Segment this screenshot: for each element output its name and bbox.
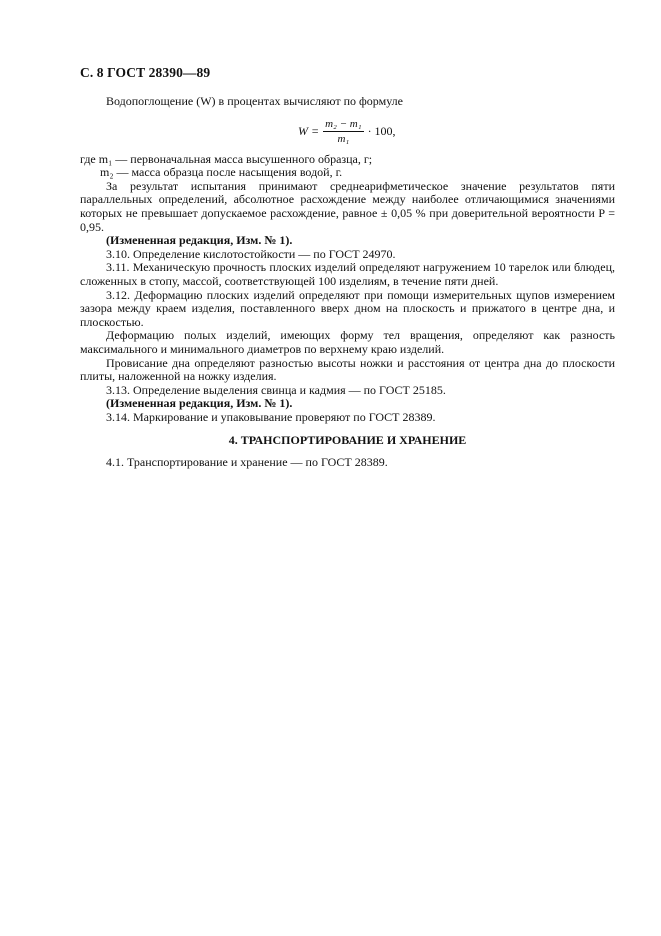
formula-lhs: W = [298,123,320,138]
water-absorption-formula [80,113,615,153]
result-paragraph: За результат испытания принимают среднеарифметическое значение результатов пяти параллельных определений, абсолютное расхождение между наиболее отличающимися значениями которых не превышает допускаемое расхождение, равное ± 0,05 % при доверительной вероятности P = 0,95. [80,178,615,234]
item-3-12: 3.12. Деформацию плоских изделий определяют при помощи измерительных щупов измерением зазора между краем изделия, поставленного вверх дном на плоскость и прижатого в центре дна, и плоскостью. [80,287,615,329]
item-3-10: 3.10. Определение кислотостойкости — по ГОСТ 24970. [106,246,396,261]
formula-denominator: m₁ [337,133,350,146]
where-m1: где m₁ — первоначальная масса высушенного образца, г; [80,151,373,166]
section-4-title: 4. ТРАНСПОРТИРОВАНИЕ И ХРАНЕНИЕ [228,433,467,448]
water-absorption-intro: Водопоглощение (W) в процентах вычисляют по формуле [106,94,403,108]
page-header: С. 8 ГОСТ 28390—89 [80,65,211,80]
formula-tail: · 100, [367,123,396,138]
fraction-bar [323,131,363,132]
item-3-13: 3.13. Определение выделения свинца и кадмия — по ГОСТ 25185. [106,382,446,397]
revision-note-2: (Измененная редакция, Изм. № 1). [106,396,293,411]
item-3-12-sag: Провисание дна определяют разностью высоты ножки и расстояния от центра дна до плоскости плиты, наложенной на ножку изделия. [80,355,615,384]
formula-numerator: m₂ − m₁ [325,118,362,131]
item-3-12-polar: Деформацию полых изделий, имеющих форму тел вращения, определяют как разность максимального и минимального диаметров по верхнему краю изделий. [80,328,615,356]
formula-fraction [323,118,363,145]
item-3-14: 3.14. Маркирование и упаковывание проверяют по ГОСТ 28389. [106,409,436,424]
item-3-11: 3.11. Механическую прочность плоских изделий определяют нагружением 10 тарелок или блюдец, сложенных в стопу, массой, соответствующей 100 изделиям, в течение пяти дней. [80,260,615,288]
item-4-1: 4.1. Транспортирование и хранение — по ГОСТ 28389. [106,455,388,470]
where-m2: m₂ — масса образца после насыщения водой, г. [100,165,343,180]
document-body [80,95,615,470]
revision-note-1: (Измененная редакция, Изм. № 1). [106,233,293,248]
